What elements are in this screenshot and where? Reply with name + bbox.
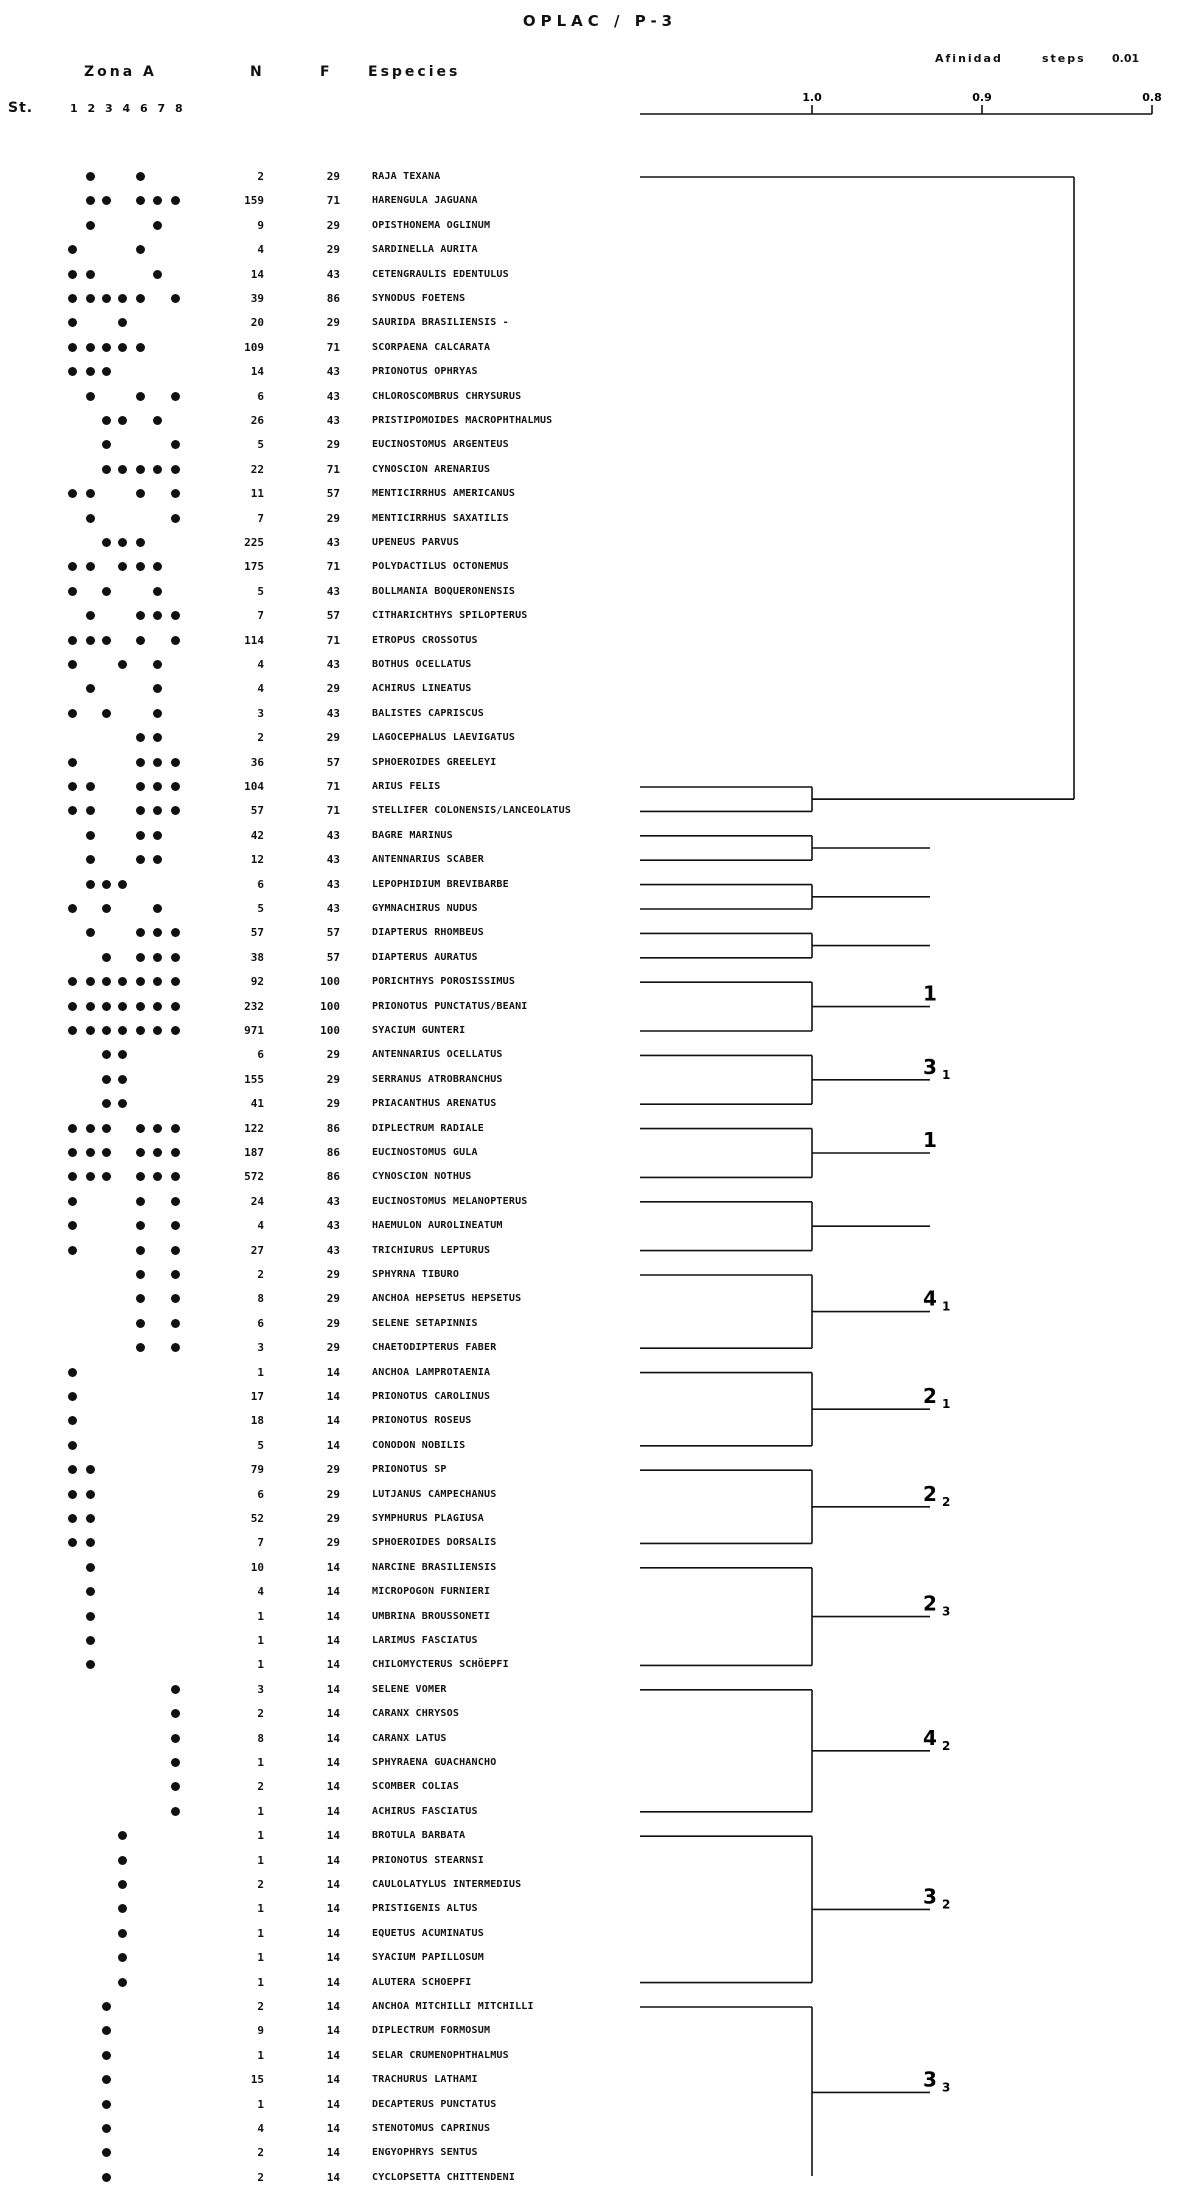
f-value: 14 [326,1585,340,1599]
f-value: 43 [326,853,340,867]
f-value: 57 [326,487,340,501]
n-value: 36 [250,755,264,769]
f-value: 14 [326,1634,340,1647]
station-number: 2 [87,102,96,115]
species-name: SELAR CRUMENOPHTHALMUS [372,2049,509,2061]
n-value: 10 [250,1560,264,1574]
n-value: 41 [250,1097,264,1111]
group-label: 3 [923,2067,937,2092]
f-value: 14 [326,1780,340,1794]
species-name: PRIACANTHUS ARENATUS [372,1098,497,1110]
species-name: BALISTES CAPRISCUS [372,707,484,719]
n-value: 79 [250,1463,264,1477]
species-name: EUCINOSTOMUS ARGENTEUS [372,439,509,451]
species-name: PRIONOTUS STEARNSI [372,1854,484,1866]
n-value: 6 [257,877,264,891]
group-subscript: 1 [942,1397,951,1412]
f-value: 57 [326,609,340,623]
n-value: 6 [257,1316,264,1330]
species-name: SYACIUM PAPILLOSUM [372,1952,484,1964]
n-value: 6 [257,389,264,403]
f-value: 14 [326,1878,340,1891]
species-name: CHLOROSCOMBRUS CHRYSURUS [372,390,522,402]
group-subscript: 3 [942,2080,951,2095]
f-value: 14 [326,2024,340,2038]
f-value: 71 [326,804,340,818]
n-value: 1 [257,1853,264,1867]
n-value: 57 [250,926,264,940]
species-name: ANTENNARIUS OCELLATUS [372,1049,503,1061]
n-value: 2 [257,2000,264,2013]
species-name: SPHOEROIDES DORSALIS [372,1537,497,1549]
n-value: 1 [257,1658,264,1672]
n-value: 114 [244,633,264,647]
n-value: 1 [257,1634,264,1647]
n-value: 155 [244,1072,264,1086]
f-header: F [320,64,333,80]
f-value: 86 [326,292,340,305]
n-header: N [250,64,265,80]
n-value: 1 [257,1609,264,1623]
n-value: 14 [250,365,264,379]
scale-tick-label: 0.8 [1142,91,1162,104]
f-value: 29 [326,1487,340,1501]
species-name: BAGRE MARINUS [372,829,453,841]
f-value: 14 [326,1731,340,1745]
species-name: SYMPHURUS PLAGIUSA [372,1513,484,1524]
n-value: 8 [257,1292,264,1306]
n-value: 6 [257,1048,264,1062]
group-subscript: 1 [942,1299,951,1314]
n-value: 7 [257,511,264,525]
n-value: 1 [257,1951,264,1965]
f-value: 71 [326,560,340,574]
species-name: DIPLECTRUM RADIALE [372,1122,484,1134]
scale-tick-label: 0.9 [972,91,992,104]
group-label: 3 [923,1054,937,1079]
f-value: 29 [326,1048,340,1062]
species-name: SAURIDA BRASILIENSIS - [372,317,509,329]
species-name: GYMNACHIRUS NUDUS [372,903,478,914]
n-value: 3 [257,706,264,720]
f-value: 14 [326,1853,340,1867]
f-value: 29 [326,170,340,183]
f-value: 29 [326,1536,340,1550]
station-number: 4 [122,102,131,115]
species-name: PORICHTHYS POROSISSIMUS [372,976,516,988]
f-value: 14 [326,1609,340,1623]
species-name: HAEMULON AUROLINEATUM [372,1220,503,1232]
group-label: 4 [923,1286,937,1311]
species-name: MENTICIRRHUS AMERICANUS [372,488,516,500]
steps-label: steps [1042,52,1086,65]
species-name: LEPOPHIDIUM BREVIBARBE [372,878,509,890]
species-name: RAJA TEXANA [372,171,441,182]
f-value: 14 [326,1926,340,1940]
f-value: 29 [326,511,340,525]
species-name: BOTHUS OCELLATUS [372,659,472,670]
f-value: 14 [326,2122,340,2135]
group-subscript: 1 [942,1067,951,1082]
n-value: 9 [257,2024,264,2038]
species-name: LARIMUS FASCIATUS [372,1635,478,1646]
n-value: 1 [257,1365,264,1379]
species-name: SCOMBER COLIAS [372,1781,460,1793]
species-name: LUTJANUS CAMPECHANUS [372,1488,497,1500]
species-name: OPISTHONEMA OGLINUM [372,219,491,231]
f-value: 14 [326,1682,340,1696]
species-name: ACHIRUS FASCIATUS [372,1805,478,1817]
n-value: 5 [257,438,264,452]
species-name: CITHARICHTHYS SPILOPTERUS [372,610,528,622]
f-value: 43 [326,706,340,720]
f-value: 29 [326,316,340,330]
f-value: 29 [326,731,340,745]
f-value: 71 [326,340,340,354]
n-value: 1 [257,1829,264,1843]
n-value: 8 [257,1731,264,1745]
species-name: CYNOSCION NOTHUS [372,1171,472,1183]
f-value: 29 [326,1316,340,1330]
f-value: 100 [320,1024,340,1037]
n-value: 7 [257,609,264,623]
f-value: 29 [326,1463,340,1477]
f-value: 14 [326,1560,340,1574]
n-value: 22 [250,462,264,476]
n-value: 225 [244,536,264,549]
f-value: 71 [326,633,340,647]
f-value: 43 [326,658,340,671]
group-label: 2 [923,1591,937,1616]
species-name: BROTULA BARBATA [372,1830,466,1842]
station-number: 1 [70,102,78,115]
f-value: 29 [326,1512,340,1525]
species-name: SELENE VOMER [372,1683,447,1695]
n-value: 122 [244,1121,264,1135]
species-name: EQUETUS ACUMINATUS [372,1927,484,1939]
n-value: 1 [257,1804,264,1818]
n-value: 2 [257,1780,264,1794]
species-name: UPENEUS PARVUS [372,537,460,548]
f-value: 14 [326,1414,340,1428]
f-value: 29 [326,438,340,452]
afinidad-label: Afinidad [935,52,1003,65]
f-value: 43 [326,1219,340,1233]
steps-value: 0.01 [1112,52,1140,65]
species-name: EUCINOSTOMUS MELANOPTERUS [372,1195,528,1207]
group-label: 2 [923,1481,937,1506]
n-value: 27 [250,1243,264,1257]
n-value: 1 [257,2048,264,2062]
f-value: 43 [326,584,340,598]
station-number: 7 [157,102,166,115]
f-value: 43 [326,1243,340,1257]
f-value: 14 [326,2097,340,2111]
n-value: 5 [257,584,264,598]
f-value: 100 [320,999,340,1013]
n-value: 4 [257,2122,264,2135]
group-subscript: 2 [942,1897,951,1912]
n-value: 7 [257,1536,264,1550]
group-label: 1 [923,981,937,1006]
f-value: 43 [326,267,340,281]
species-name: CHILOMYCTERUS SCHÖEPFI [372,1659,509,1671]
group-label: 4 [923,1725,937,1750]
f-value: 100 [320,975,340,989]
species-name: ETROPUS CROSSOTUS [372,634,478,646]
f-value: 43 [326,828,340,842]
n-value: 3 [257,1682,264,1696]
n-value: 2 [257,1707,264,1721]
f-value: 43 [326,414,340,427]
f-value: 29 [326,1097,340,1111]
n-value: 18 [250,1414,264,1428]
f-value: 14 [326,2170,340,2184]
species-name: DIAPTERUS AURATUS [372,951,478,963]
n-value: 26 [250,414,264,427]
n-value: 4 [257,1585,264,1599]
f-value: 14 [326,2048,340,2062]
species-name: PRIONOTUS OPHRYAS [372,366,478,378]
n-value: 11 [250,487,264,501]
f-value: 14 [326,1390,340,1403]
station-number: 8 [175,102,183,115]
species-name: CARANX CHRYSOS [372,1708,460,1720]
species-name: SPHYRAENA GUACHANCHO [372,1757,497,1768]
f-value: 14 [326,1829,340,1843]
f-value: 71 [326,194,340,208]
n-value: 572 [244,1170,264,1184]
n-value: 92 [250,975,264,989]
f-value: 14 [326,2146,340,2160]
station-number: 3 [105,102,113,115]
f-value: 29 [326,1268,340,1281]
n-value: 1 [257,1756,264,1769]
species-name: ANTENNARIUS SCABER [372,854,484,866]
n-value: 1 [257,1902,264,1916]
n-value: 52 [250,1512,264,1525]
species-name: PRIONOTUS SP [372,1464,447,1476]
f-value: 29 [326,1341,340,1355]
f-value: 43 [326,389,340,403]
f-value: 43 [326,902,340,915]
f-value: 14 [326,2000,340,2013]
f-value: 57 [326,926,340,940]
n-value: 39 [250,292,264,305]
n-value: 175 [244,560,264,574]
n-value: 159 [244,194,264,208]
f-value: 57 [326,755,340,769]
species-name: CETENGRAULIS EDENTULUS [372,268,509,280]
n-value: 57 [250,804,264,818]
n-value: 4 [257,243,264,257]
n-value: 109 [244,340,264,354]
species-name: PRIONOTUS CAROLINUS [372,1391,491,1402]
f-value: 14 [326,1951,340,1965]
f-value: 86 [326,1121,340,1135]
species-name: SARDINELLA AURITA [372,244,478,256]
f-value: 14 [326,1902,340,1916]
n-value: 24 [250,1194,264,1208]
n-value: 1 [257,2097,264,2111]
n-value: 42 [250,828,264,842]
f-value: 29 [326,243,340,257]
n-value: 6 [257,1487,264,1501]
zona-header: Zona A [84,64,157,80]
n-value: 4 [257,658,264,671]
species-name: PRIONOTUS ROSEUS [372,1415,472,1427]
f-value: 57 [326,950,340,964]
n-value: 5 [257,902,264,915]
species-name: SERRANUS ATROBRANCHUS [372,1073,503,1085]
f-value: 43 [326,877,340,891]
f-value: 43 [326,1194,340,1208]
species-name: SPHOEROIDES GREELEYI [372,756,497,768]
species-name: MENTICIRRHUS SAXATILIS [372,512,509,524]
species-name: DECAPTERUS PUNCTATUS [372,2098,497,2110]
group-label: 3 [923,1884,937,1909]
species-name: TRACHURUS LATHAMI [372,2074,478,2086]
species-name: ACHIRUS LINEATUS [372,683,472,695]
species-name: CYCLOPSETTA CHITTENDENI [372,2171,516,2183]
n-value: 971 [244,1024,264,1037]
species-name: MICROPOGON FURNIERI [372,1586,491,1598]
n-value: 2 [257,2170,264,2184]
group-label: 1 [923,1128,937,1152]
group-subscript: 2 [942,1738,951,1753]
n-value: 2 [257,2146,264,2160]
n-value: 12 [250,853,264,867]
f-value: 71 [326,462,340,476]
n-value: 2 [257,1268,264,1281]
species-name: CYNOSCION ARENARIUS [372,463,491,475]
f-value: 14 [326,1658,340,1672]
species-name: UMBRINA BROUSSONETI [372,1610,491,1622]
n-value: 2 [257,731,264,745]
f-value: 14 [326,1365,340,1379]
f-value: 43 [326,536,340,549]
species-name: CAULOLATYLUS INTERMEDIUS [372,1879,522,1890]
f-value: 43 [326,365,340,379]
species-name: HARENGULA JAGUANA [372,195,478,207]
species-name: ANCHOA MITCHILLI MITCHILLI [372,2001,534,2012]
especies-header: Especies [368,64,461,80]
species-name: SELENE SETAPINNIS [372,1317,478,1329]
species-name: PRIONOTUS PUNCTATUS/BEANI [372,1000,528,1012]
species-name: DIPLECTRUM FORMOSUM [372,2025,491,2037]
species-name: CHAETODIPTERUS FABER [372,1342,497,1354]
n-value: 187 [244,1146,264,1159]
n-value: 17 [250,1390,264,1403]
n-value: 1 [257,1926,264,1940]
species-name: ARIUS FELIS [372,781,441,792]
n-value: 38 [250,950,264,964]
species-name: STENOTOMUS CAPRINUS [372,2123,491,2134]
n-value: 15 [250,2073,264,2087]
species-name: SCORPAENA CALCARATA [372,341,491,353]
group-subscript: 3 [942,1604,951,1619]
species-name: LAGOCEPHALUS LAEVIGATUS [372,732,516,744]
group-label: 2 [923,1384,937,1409]
n-value: 3 [257,1341,264,1355]
species-name: BOLLMANIA BOQUERONENSIS [372,585,516,597]
f-value: 86 [326,1170,340,1184]
species-name: POLYDACTILUS OCTONEMUS [372,561,509,573]
species-name: EUCINOSTOMUS GULA [372,1147,478,1158]
species-name: ANCHOA LAMPROTAENIA [372,1366,491,1378]
n-value: 2 [257,1878,264,1891]
n-value: 4 [257,1219,264,1233]
f-value: 14 [326,1438,340,1452]
n-value: 232 [244,999,264,1013]
n-value: 104 [244,780,264,793]
n-value: 20 [250,316,264,330]
n-value: 14 [250,267,264,281]
species-name: SPHYRNA TIBURO [372,1269,460,1280]
group-subscript: 2 [942,1494,951,1509]
species-name: TRICHIURUS LEPTURUS [372,1244,491,1256]
station-number: 6 [140,102,148,115]
species-name: CARANX LATUS [372,1732,447,1744]
n-value: 9 [257,218,264,232]
species-name: ENGYOPHRYS SENTUS [372,2147,478,2159]
species-name: CONODON NOBILIS [372,1439,466,1451]
species-name: PRISTIGENIS ALTUS [372,1903,478,1915]
f-value: 29 [326,682,340,696]
figure-title: OPLAC / P-3 [522,12,678,30]
f-value: 14 [326,1804,340,1818]
f-value: 14 [326,1756,340,1769]
n-value: 1 [257,1975,264,1989]
species-name: DIAPTERUS RHOMBEUS [372,927,484,939]
species-name: SYACIUM GUNTERI [372,1025,466,1036]
scale-tick-label: 1.0 [802,91,822,104]
f-value: 14 [326,1707,340,1721]
f-value: 86 [326,1146,340,1159]
n-value: 4 [257,682,264,696]
f-value: 71 [326,780,340,793]
species-name: SYNODUS FOETENS [372,293,466,304]
f-value: 29 [326,1072,340,1086]
st-header: St. [8,100,34,116]
species-name: STELLIFER COLONENSIS/LANCEOLATUS [372,805,572,817]
species-name: ALUTERA SCHOEPFI [372,1976,472,1988]
f-value: 14 [326,1975,340,1989]
n-value: 2 [257,170,264,183]
f-value: 29 [326,218,340,232]
n-value: 5 [257,1438,264,1452]
species-name: PRISTIPOMOIDES MACROPHTHALMUS [372,415,553,426]
species-name: NARCINE BRASILIENSIS [372,1561,497,1573]
species-name: ANCHOA HEPSETUS HEPSETUS [372,1293,522,1305]
f-value: 29 [326,1292,340,1306]
f-value: 14 [326,2073,340,2087]
